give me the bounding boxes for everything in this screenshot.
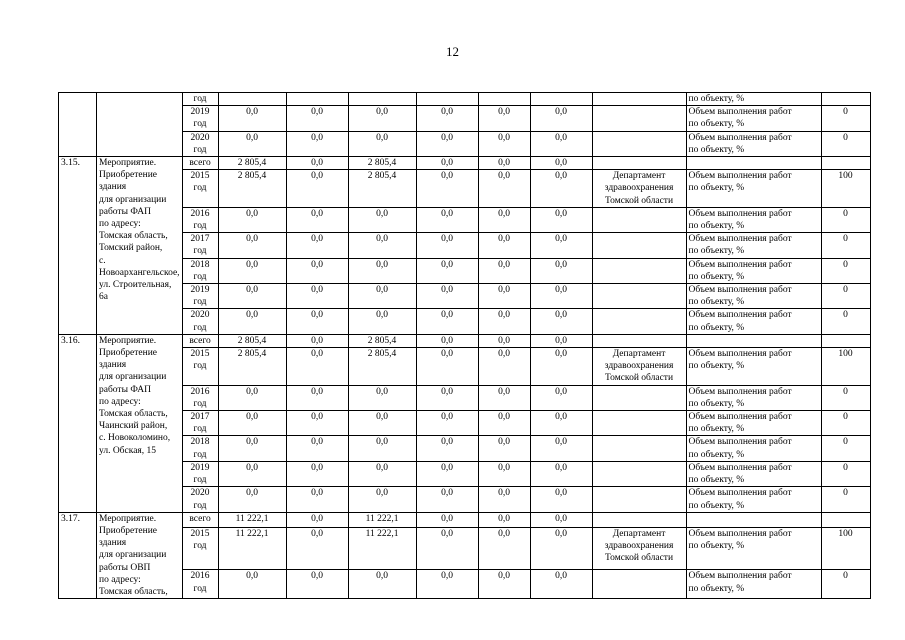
value-cell bbox=[416, 93, 478, 106]
executor-line: Департамент bbox=[612, 171, 666, 182]
indicator-cell bbox=[686, 461, 821, 486]
year-unit: год bbox=[193, 475, 207, 486]
value-cell: 0,0 bbox=[286, 385, 348, 410]
target-cell: 0 bbox=[821, 284, 870, 309]
executor-line: здравоохранения bbox=[604, 361, 674, 372]
value-cell: 0,0 bbox=[348, 233, 416, 258]
value-cell: 0,0 bbox=[478, 106, 530, 131]
indicator-line: Объем выполнения работ bbox=[688, 171, 792, 182]
executor-cell bbox=[592, 461, 686, 486]
indicator-line: Объем выполнения работ bbox=[688, 462, 792, 473]
indicator-cell bbox=[686, 436, 821, 461]
indicator-cell bbox=[686, 334, 821, 347]
target-cell: 100 bbox=[821, 348, 870, 386]
year-unit: год bbox=[193, 398, 207, 409]
year-label: 2015 bbox=[190, 171, 210, 182]
year-cell bbox=[182, 131, 218, 156]
executor-line: Томской области bbox=[605, 553, 674, 564]
activity-description-cell: Мероприятие. Приобретение здания для организации работы ОВП по адресу: Томская область, bbox=[97, 512, 183, 598]
value-cell: 0,0 bbox=[478, 258, 530, 283]
value-cell: 2 805,4 bbox=[348, 348, 416, 386]
year-unit: год bbox=[193, 144, 207, 155]
indicator-line: по объекту, % bbox=[688, 144, 745, 155]
indicator-line: Объем выполнения работ bbox=[688, 349, 792, 360]
value-cell: 0,0 bbox=[348, 309, 416, 334]
indicator-line: Объем выполнения работ bbox=[688, 132, 792, 143]
value-cell: 0,0 bbox=[348, 461, 416, 486]
value-cell: 0,0 bbox=[478, 309, 530, 334]
value-cell: 0,0 bbox=[530, 385, 592, 410]
target-cell: 0 bbox=[821, 258, 870, 283]
value-cell: 0,0 bbox=[416, 436, 478, 461]
activity-number-cell bbox=[59, 93, 97, 157]
year-unit: год bbox=[193, 361, 207, 372]
value-cell: 0,0 bbox=[530, 309, 592, 334]
indicator-line: по объекту, % bbox=[688, 475, 745, 486]
value-cell: 0,0 bbox=[416, 512, 478, 527]
year-label: 2020 bbox=[190, 310, 210, 321]
year-label: всего bbox=[189, 513, 211, 524]
indicator-cell bbox=[686, 131, 821, 156]
year-label: 2016 bbox=[190, 571, 210, 582]
value-cell: 0,0 bbox=[348, 436, 416, 461]
year-label: 2018 bbox=[190, 437, 210, 448]
year-label: 2020 bbox=[190, 132, 210, 143]
indicator-cell bbox=[686, 348, 821, 386]
value-cell: 0,0 bbox=[416, 170, 478, 208]
indicator-line: по объекту, % bbox=[688, 94, 745, 104]
target-cell bbox=[821, 93, 870, 106]
indicator-line: по объекту, % bbox=[688, 297, 745, 308]
indicator-line: Объем выполнения работ bbox=[688, 234, 792, 245]
value-cell: 0,0 bbox=[218, 207, 286, 232]
indicator-line: Объем выполнения работ bbox=[688, 571, 792, 582]
indicator-line: по объекту, % bbox=[688, 271, 745, 282]
year-cell bbox=[182, 233, 218, 258]
activity-description-cell: Мероприятие. Приобретение здания для организации работы ФАП по адресу: Томская область, Чаинский район, с. Новоколомино, ул. Обская, 15 bbox=[97, 334, 183, 512]
value-cell: 0,0 bbox=[478, 284, 530, 309]
value-cell: 0,0 bbox=[416, 131, 478, 156]
value-cell: 2 805,4 bbox=[218, 157, 286, 170]
year-cell bbox=[182, 93, 218, 106]
value-cell: 0,0 bbox=[478, 157, 530, 170]
value-cell: 0,0 bbox=[416, 385, 478, 410]
value-cell: 11 222,1 bbox=[348, 512, 416, 527]
indicator-line: Объем выполнения работ bbox=[688, 107, 792, 118]
target-cell: 0 bbox=[821, 207, 870, 232]
value-cell: 0,0 bbox=[286, 106, 348, 131]
indicator-line: Объем выполнения работ bbox=[688, 488, 792, 499]
activity-number-cell: 3.17. bbox=[59, 512, 97, 598]
value-cell: 0,0 bbox=[478, 207, 530, 232]
value-cell: 0,0 bbox=[416, 487, 478, 512]
year-cell bbox=[182, 309, 218, 334]
year-unit: год bbox=[193, 540, 207, 551]
target-cell: 0 bbox=[821, 570, 870, 599]
value-cell: 0,0 bbox=[416, 233, 478, 258]
target-cell bbox=[821, 157, 870, 170]
indicator-line: по объекту, % bbox=[688, 322, 745, 333]
executor-cell bbox=[592, 512, 686, 527]
year-label: 2015 bbox=[190, 528, 210, 539]
executor-cell bbox=[592, 487, 686, 512]
executor-cell bbox=[592, 106, 686, 131]
year-label: всего bbox=[189, 158, 211, 169]
value-cell: 0,0 bbox=[218, 411, 286, 436]
indicator-line: по объекту, % bbox=[688, 221, 745, 232]
executor-cell bbox=[592, 207, 686, 232]
indicator-cell bbox=[686, 385, 821, 410]
year-cell bbox=[182, 348, 218, 386]
value-cell: 0,0 bbox=[530, 512, 592, 527]
target-cell: 0 bbox=[821, 309, 870, 334]
indicator-line: Объем выполнения работ bbox=[688, 310, 792, 321]
value-cell: 0,0 bbox=[218, 106, 286, 131]
value-cell: 0,0 bbox=[286, 157, 348, 170]
indicator-line: по объекту, % bbox=[688, 424, 745, 435]
value-cell: 0,0 bbox=[218, 461, 286, 486]
value-cell: 0,0 bbox=[416, 309, 478, 334]
year-label: 2016 bbox=[190, 208, 210, 219]
value-cell: 0,0 bbox=[416, 570, 478, 599]
value-cell: 0,0 bbox=[286, 411, 348, 436]
executor-line: Департамент bbox=[612, 528, 666, 539]
value-cell bbox=[478, 93, 530, 106]
year-label: 2015 bbox=[190, 349, 210, 360]
executor-line: здравоохранения bbox=[604, 540, 674, 551]
executor-cell bbox=[592, 385, 686, 410]
executor-line: здравоохранения bbox=[604, 183, 674, 194]
value-cell: 0,0 bbox=[286, 436, 348, 461]
value-cell: 0,0 bbox=[530, 284, 592, 309]
value-cell: 0,0 bbox=[348, 106, 416, 131]
executor-cell bbox=[592, 411, 686, 436]
value-cell: 0,0 bbox=[286, 570, 348, 599]
value-cell bbox=[530, 93, 592, 106]
year-cell bbox=[182, 207, 218, 232]
value-cell: 0,0 bbox=[416, 157, 478, 170]
value-cell: 0,0 bbox=[478, 570, 530, 599]
value-cell: 0,0 bbox=[416, 527, 478, 570]
activity-number-cell: 3.15. bbox=[59, 157, 97, 335]
executor-cell bbox=[592, 570, 686, 599]
target-cell bbox=[821, 334, 870, 347]
executor-line: Томской области bbox=[605, 195, 674, 206]
year-label: 2017 bbox=[190, 412, 210, 423]
value-cell: 0,0 bbox=[218, 258, 286, 283]
year-label: 2016 bbox=[190, 386, 210, 397]
value-cell: 0,0 bbox=[286, 284, 348, 309]
value-cell bbox=[218, 93, 286, 106]
value-cell: 0,0 bbox=[218, 385, 286, 410]
table-row bbox=[59, 512, 871, 527]
value-cell: 0,0 bbox=[478, 170, 530, 208]
executor-cell bbox=[592, 284, 686, 309]
value-cell: 0,0 bbox=[478, 411, 530, 436]
executor-cell bbox=[592, 258, 686, 283]
year-unit: год bbox=[193, 322, 207, 333]
value-cell: 0,0 bbox=[348, 570, 416, 599]
value-cell: 0,0 bbox=[286, 233, 348, 258]
value-cell: 0,0 bbox=[416, 348, 478, 386]
value-cell: 0,0 bbox=[218, 570, 286, 599]
value-cell: 0,0 bbox=[348, 284, 416, 309]
year-unit: год bbox=[193, 221, 207, 232]
value-cell: 0,0 bbox=[478, 527, 530, 570]
year-label: всего bbox=[189, 335, 211, 346]
indicator-line: по объекту, % bbox=[688, 449, 745, 460]
indicator-cell bbox=[686, 284, 821, 309]
year-label: 2020 bbox=[190, 488, 210, 499]
value-cell: 0,0 bbox=[478, 385, 530, 410]
executor-cell bbox=[592, 334, 686, 347]
target-cell: 0 bbox=[821, 461, 870, 486]
indicator-cell bbox=[686, 487, 821, 512]
year-label: 2018 bbox=[190, 259, 210, 270]
value-cell: 0,0 bbox=[416, 461, 478, 486]
target-cell: 0 bbox=[821, 106, 870, 131]
value-cell: 0,0 bbox=[218, 309, 286, 334]
target-cell: 100 bbox=[821, 527, 870, 570]
indicator-cell bbox=[686, 157, 821, 170]
value-cell: 0,0 bbox=[286, 348, 348, 386]
value-cell: 0,0 bbox=[530, 170, 592, 208]
indicator-cell bbox=[686, 233, 821, 258]
value-cell: 0,0 bbox=[478, 436, 530, 461]
indicator-cell bbox=[686, 527, 821, 570]
executor-cell bbox=[592, 233, 686, 258]
value-cell: 11 222,1 bbox=[218, 527, 286, 570]
executor-line: Томской области bbox=[605, 373, 674, 384]
year-unit: год bbox=[193, 297, 207, 308]
value-cell: 0,0 bbox=[530, 258, 592, 283]
value-cell: 0,0 bbox=[530, 207, 592, 232]
value-cell: 0,0 bbox=[478, 512, 530, 527]
year-unit: год bbox=[193, 449, 207, 460]
value-cell: 0,0 bbox=[416, 207, 478, 232]
value-cell: 0,0 bbox=[348, 258, 416, 283]
value-cell: 0,0 bbox=[286, 487, 348, 512]
year-cell bbox=[182, 411, 218, 436]
value-cell: 0,0 bbox=[416, 258, 478, 283]
target-cell: 0 bbox=[821, 411, 870, 436]
indicator-cell bbox=[686, 258, 821, 283]
value-cell: 0,0 bbox=[416, 106, 478, 131]
indicator-line: Объем выполнения работ bbox=[688, 285, 792, 296]
target-cell: 0 bbox=[821, 436, 870, 461]
indicator-cell bbox=[686, 570, 821, 599]
year-cell bbox=[182, 258, 218, 283]
activity-description-cell bbox=[97, 93, 183, 157]
target-cell: 0 bbox=[821, 131, 870, 156]
target-cell bbox=[821, 512, 870, 527]
value-cell: 0,0 bbox=[286, 461, 348, 486]
year-unit: год bbox=[193, 183, 207, 194]
year-cell bbox=[182, 284, 218, 309]
page-number: 12 bbox=[446, 44, 459, 59]
indicator-line: по объекту, % bbox=[688, 540, 745, 551]
year-cell bbox=[182, 512, 218, 527]
executor-cell bbox=[592, 157, 686, 170]
value-cell: 0,0 bbox=[286, 512, 348, 527]
executor-cell bbox=[592, 527, 686, 570]
value-cell: 2 805,4 bbox=[348, 157, 416, 170]
value-cell bbox=[286, 93, 348, 106]
activity-description-cell: Мероприятие. Приобретение здания для организации работы ФАП по адресу: Томская область, Томский район, с. Новоархангельское, ул. Строительная, 6а bbox=[97, 157, 183, 335]
program-activities-table bbox=[58, 92, 871, 599]
indicator-cell bbox=[686, 93, 821, 106]
value-cell: 0,0 bbox=[530, 157, 592, 170]
indicator-line: по объекту, % bbox=[688, 183, 745, 194]
value-cell: 0,0 bbox=[478, 348, 530, 386]
value-cell: 0,0 bbox=[530, 334, 592, 347]
value-cell: 0,0 bbox=[286, 258, 348, 283]
value-cell: 0,0 bbox=[218, 284, 286, 309]
indicator-line: по объекту, % bbox=[688, 246, 745, 257]
value-cell: 0,0 bbox=[286, 527, 348, 570]
value-cell: 0,0 bbox=[478, 461, 530, 486]
value-cell: 2 805,4 bbox=[348, 334, 416, 347]
indicator-line: по объекту, % bbox=[688, 398, 745, 409]
year-label: 2019 bbox=[190, 462, 210, 473]
year-unit: год bbox=[193, 583, 207, 594]
executor-cell bbox=[592, 170, 686, 208]
value-cell: 0,0 bbox=[530, 461, 592, 486]
value-cell: 0,0 bbox=[478, 131, 530, 156]
indicator-line: по объекту, % bbox=[688, 583, 745, 594]
value-cell: 0,0 bbox=[530, 527, 592, 570]
value-cell: 0,0 bbox=[530, 411, 592, 436]
value-cell: 2 805,4 bbox=[218, 348, 286, 386]
value-cell: 0,0 bbox=[530, 487, 592, 512]
executor-cell bbox=[592, 348, 686, 386]
value-cell: 2 805,4 bbox=[348, 170, 416, 208]
indicator-cell bbox=[686, 106, 821, 131]
indicator-cell bbox=[686, 170, 821, 208]
indicator-line: Объем выполнения работ bbox=[688, 386, 792, 397]
year-label: 2019 bbox=[190, 285, 210, 296]
indicator-cell bbox=[686, 207, 821, 232]
value-cell: 0,0 bbox=[416, 284, 478, 309]
value-cell: 2 805,4 bbox=[218, 334, 286, 347]
value-cell: 0,0 bbox=[218, 131, 286, 156]
indicator-line: Объем выполнения работ bbox=[688, 437, 792, 448]
value-cell: 0,0 bbox=[286, 309, 348, 334]
year-cell bbox=[182, 385, 218, 410]
value-cell: 11 222,1 bbox=[348, 527, 416, 570]
value-cell: 2 805,4 bbox=[218, 170, 286, 208]
year-cell bbox=[182, 106, 218, 131]
year-label: 2019 bbox=[190, 107, 210, 118]
target-cell: 0 bbox=[821, 233, 870, 258]
year-cell bbox=[182, 461, 218, 486]
value-cell: 0,0 bbox=[348, 207, 416, 232]
indicator-line: по объекту, % bbox=[688, 361, 745, 372]
table-row bbox=[59, 93, 871, 106]
executor-line: Департамент bbox=[612, 349, 666, 360]
value-cell: 0,0 bbox=[286, 170, 348, 208]
year-cell bbox=[182, 170, 218, 208]
year-unit: год bbox=[193, 500, 207, 511]
indicator-line: по объекту, % bbox=[688, 119, 745, 130]
executor-cell bbox=[592, 436, 686, 461]
value-cell: 0,0 bbox=[218, 487, 286, 512]
target-cell: 0 bbox=[821, 487, 870, 512]
indicator-cell bbox=[686, 309, 821, 334]
year-unit: год bbox=[193, 94, 207, 104]
value-cell: 0,0 bbox=[530, 106, 592, 131]
year-label: 2017 bbox=[190, 234, 210, 245]
year-cell bbox=[182, 570, 218, 599]
value-cell: 0,0 bbox=[530, 233, 592, 258]
value-cell: 0,0 bbox=[478, 334, 530, 347]
target-cell: 100 bbox=[821, 170, 870, 208]
value-cell: 0,0 bbox=[218, 436, 286, 461]
executor-cell bbox=[592, 309, 686, 334]
value-cell: 0,0 bbox=[348, 487, 416, 512]
executor-cell bbox=[592, 93, 686, 106]
value-cell: 0,0 bbox=[348, 385, 416, 410]
table-row bbox=[59, 157, 871, 170]
value-cell: 0,0 bbox=[348, 411, 416, 436]
value-cell: 0,0 bbox=[478, 233, 530, 258]
executor-cell bbox=[592, 131, 686, 156]
year-cell bbox=[182, 436, 218, 461]
year-cell bbox=[182, 157, 218, 170]
value-cell: 0,0 bbox=[348, 131, 416, 156]
indicator-line: Объем выполнения работ bbox=[688, 412, 792, 423]
target-cell: 0 bbox=[821, 385, 870, 410]
value-cell: 0,0 bbox=[286, 207, 348, 232]
indicator-line: по объекту, % bbox=[688, 500, 745, 511]
value-cell: 0,0 bbox=[218, 233, 286, 258]
value-cell: 0,0 bbox=[286, 334, 348, 347]
indicator-line: Объем выполнения работ bbox=[688, 208, 792, 219]
value-cell: 0,0 bbox=[530, 348, 592, 386]
value-cell: 0,0 bbox=[478, 487, 530, 512]
year-unit: год bbox=[193, 119, 207, 130]
value-cell bbox=[348, 93, 416, 106]
value-cell: 0,0 bbox=[416, 411, 478, 436]
value-cell: 0,0 bbox=[416, 334, 478, 347]
table-row bbox=[59, 334, 871, 347]
year-unit: год bbox=[193, 424, 207, 435]
year-unit: год bbox=[193, 271, 207, 282]
indicator-cell bbox=[686, 411, 821, 436]
indicator-cell bbox=[686, 512, 821, 527]
year-cell bbox=[182, 487, 218, 512]
year-cell bbox=[182, 527, 218, 570]
indicator-line: Объем выполнения работ bbox=[688, 259, 792, 270]
table-body bbox=[59, 93, 871, 599]
year-cell bbox=[182, 334, 218, 347]
value-cell: 0,0 bbox=[530, 570, 592, 599]
year-unit: год bbox=[193, 246, 207, 257]
value-cell: 0,0 bbox=[530, 131, 592, 156]
value-cell: 0,0 bbox=[530, 436, 592, 461]
value-cell: 0,0 bbox=[286, 131, 348, 156]
indicator-line: Объем выполнения работ bbox=[688, 528, 792, 539]
value-cell: 11 222,1 bbox=[218, 512, 286, 527]
activity-number-cell: 3.16. bbox=[59, 334, 97, 512]
